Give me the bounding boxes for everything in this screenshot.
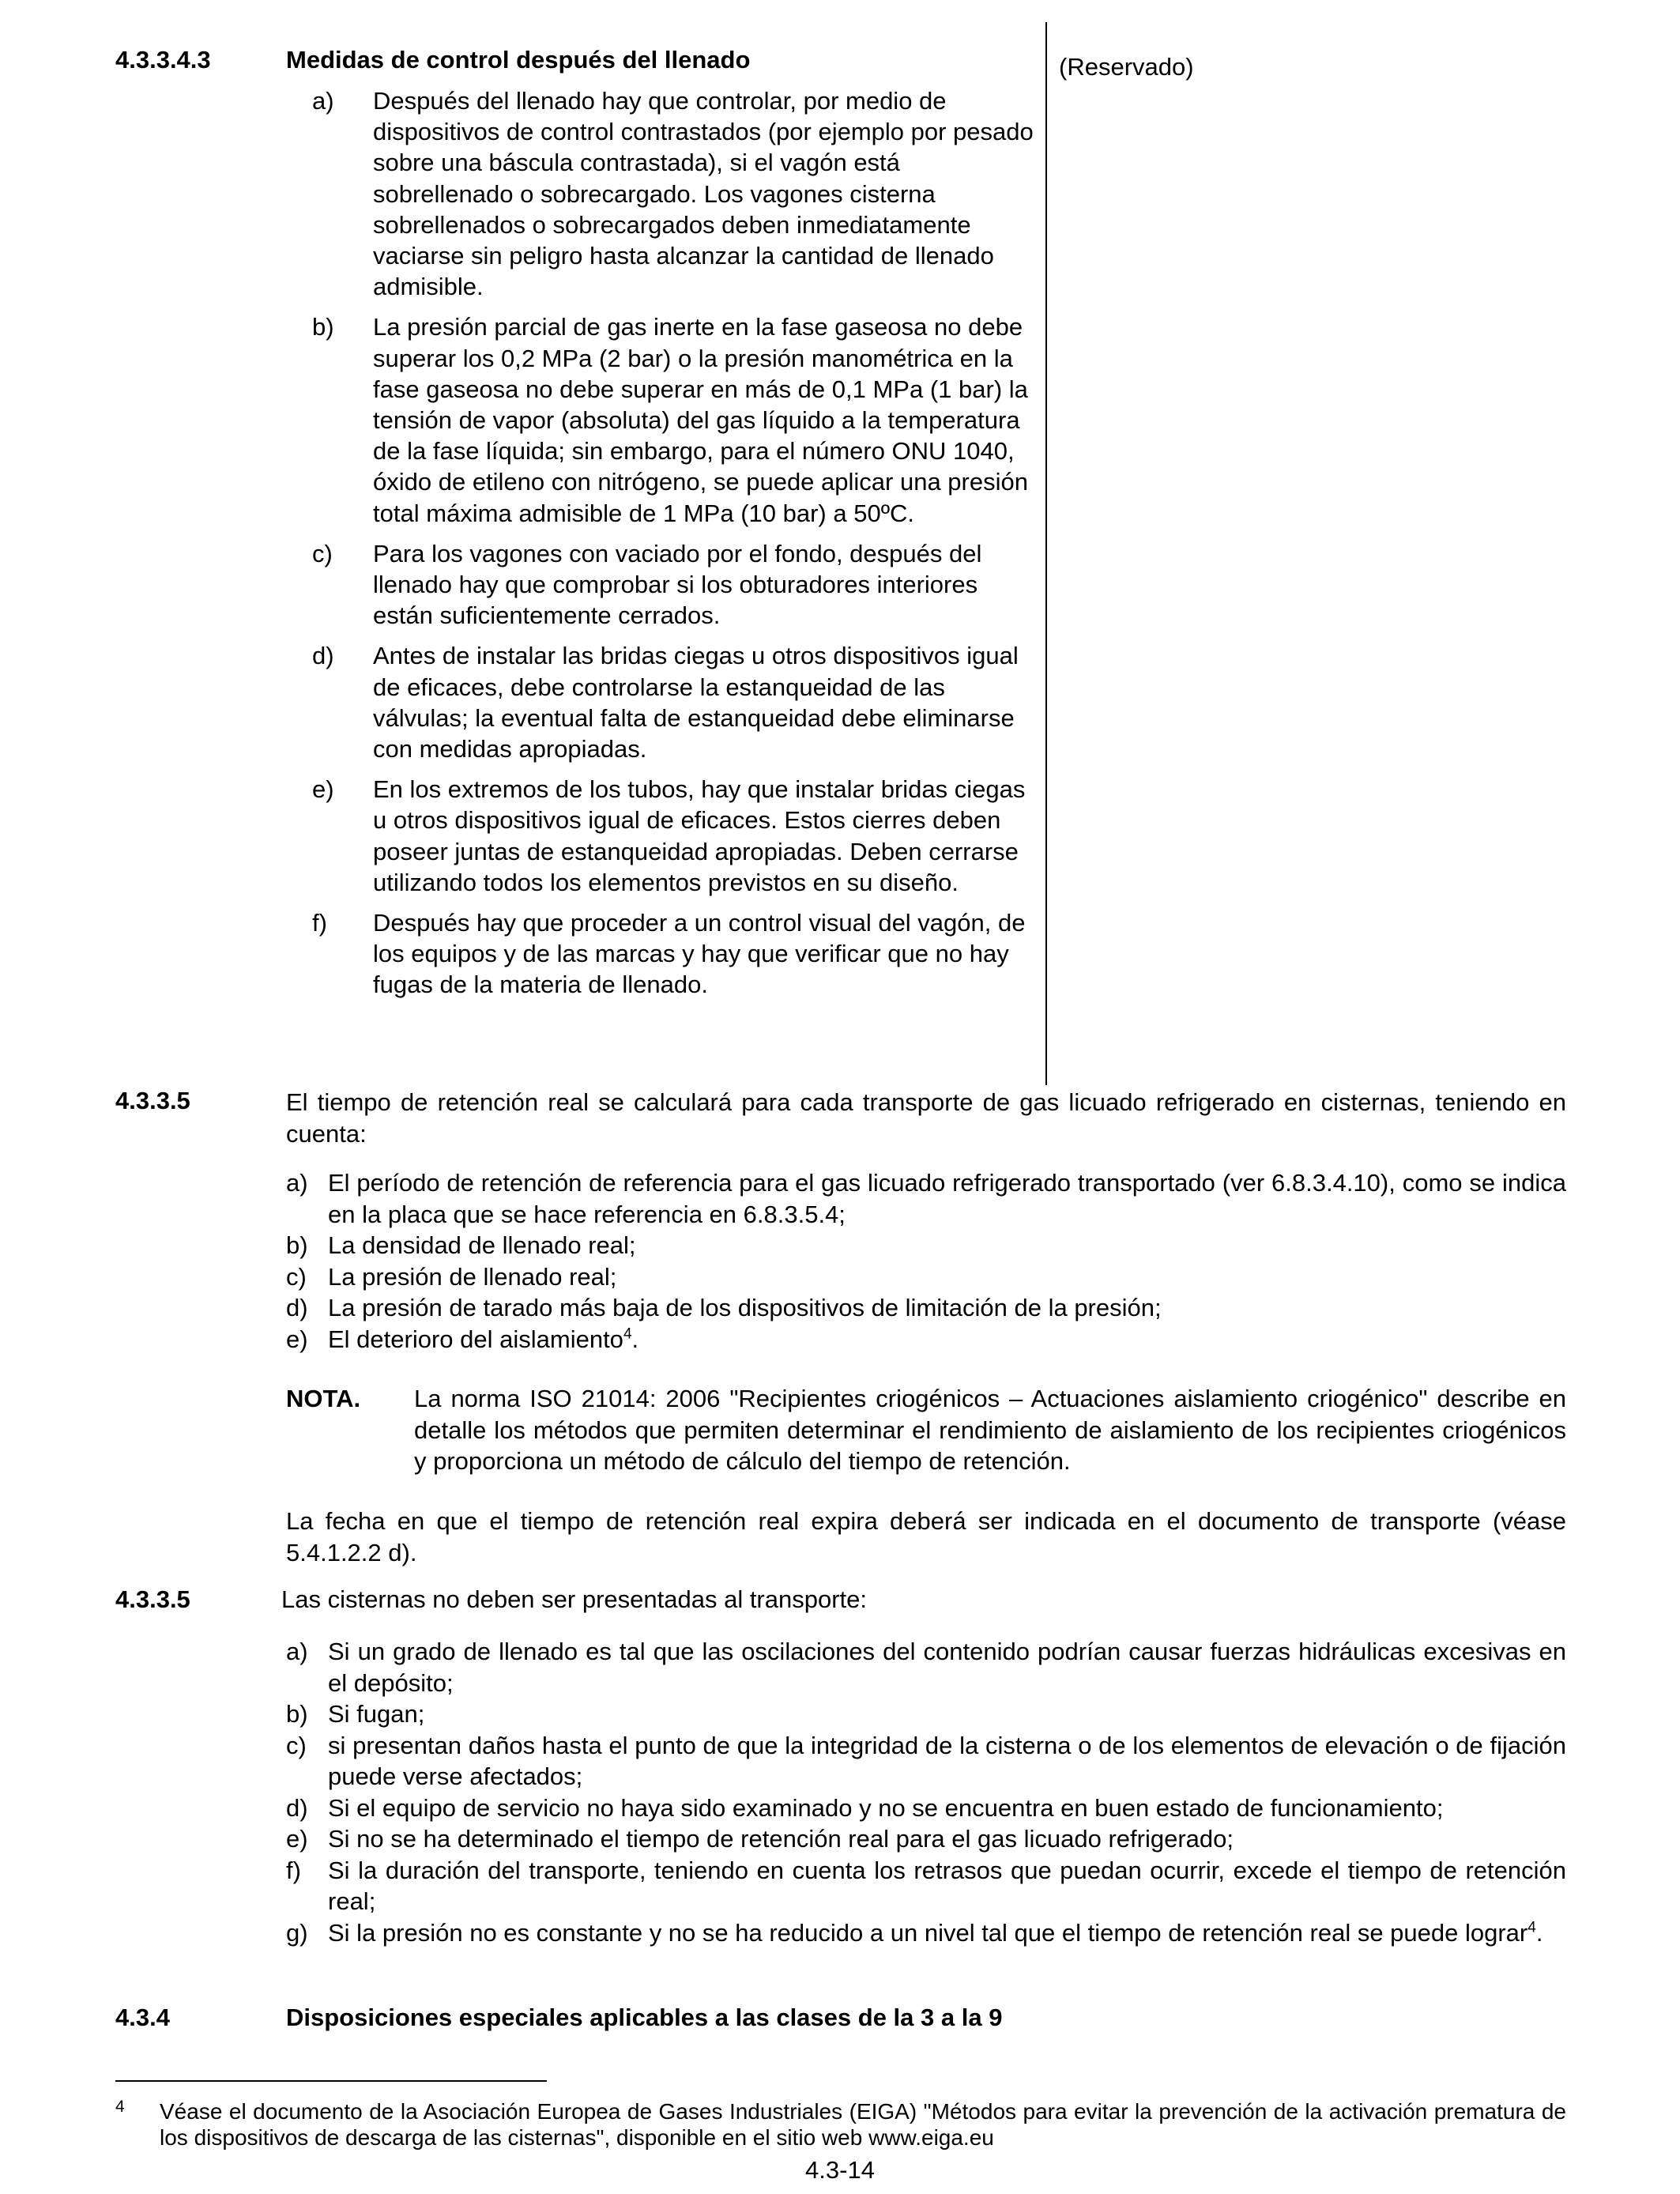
nota-block	[286, 1383, 1566, 1477]
list-item: b) Si fugan;	[286, 1700, 425, 1728]
footnote-ref: 4	[1527, 1919, 1536, 1936]
list-item: c) La presión de llenado real;	[286, 1262, 617, 1291]
footnote-separator	[115, 2080, 547, 2082]
list-item: e) El deterioro del aislamiento$^4$.	[286, 1325, 639, 1353]
section-number-4334-3: 4.3.3.4.3	[115, 46, 211, 74]
list-item: e) En los extremos de los tubos, hay que instalar bridas ciegas u otros dispositivos igual de eficaces. Estos cierres deben poseer juntas de estanqueidad apropiadas. Deben cerrarse utilizando todos los elementos previstos en su diseño.	[312, 775, 1026, 896]
footnote	[115, 2098, 1566, 2151]
closing-paragraph: La fecha en que el tiempo de retención real expira deberá ser indicada en el documento de transporte (véase 5.4.1.2.2 d).	[286, 1507, 1566, 1566]
nota-text: La norma ISO 21014: 2006 "Recipientes criogénicos – Actuaciones aislamiento criogénico" describe en detalle los métodos que permiten determinar el rendimiento de aislamiento de los recipientes criogénicos y proporciona un método de cálculo del tiempo de retención.	[414, 1385, 1566, 1475]
nota-label: NOTA.	[286, 1385, 361, 1412]
section-number-434: 4.3.4	[115, 2004, 170, 2031]
list-item: d) Antes de instalar las bridas ciegas u otros dispositivos igual de eficaces, debe controlarse la estanqueidad de las válvulas; la eventual falta de estanqueidad debe eliminarse con medidas apropiadas.	[312, 642, 1019, 763]
list-4334-3	[312, 85, 1035, 1010]
section-title-434: Disposiciones especiales aplicables a las clases de la 3 a la 9	[286, 2004, 1003, 2031]
list-item: d) La presión de tarado más baja de los dispositivos de limitación de la presión;	[286, 1294, 1162, 1321]
page-number: 4.3-14	[805, 2156, 875, 2184]
list-item: f) Después hay que proceder a un control visual del vagón, de los equipos y de las marcas y hay que verificar que no hay fugas de la materia de llenado.	[312, 909, 1026, 999]
footnote-text: Véase el documento de la Asociación Europea de Gases Industriales (EIGA) "Métodos para evitar la prevención de la activación prematura de los dispositivos de descarga de las cisternas", disponible en el sitio web www.eiga.eu	[160, 2099, 1566, 2150]
footnote-number: 4	[115, 2098, 125, 2116]
section-number-4335-a: 4.3.3.5	[115, 1087, 190, 1114]
list-item: g) Si la presión no es constante y no se ha reducido a un nivel tal que el tiempo de retención real se puede lograr$^4$.	[286, 1918, 1543, 1947]
list-4335-a	[286, 1167, 1566, 1355]
column-divider	[1045, 22, 1047, 1085]
section-title-4334-3: Medidas de control después del llenado	[286, 46, 751, 74]
list-item: b) La densidad de llenado real;	[286, 1231, 636, 1259]
reserved-label: (Reservado)	[1059, 53, 1194, 81]
list-item: b) La presión parcial de gas inerte en la fase gaseosa no debe superar los 0,2 MPa (2 bar) o la presión manométrica en la fase gaseosa no debe superar en más de 0,1 MPa (1 bar) la tensión de vapor (absoluta) del gas líquido a la temperatura de la fase líquida; sin embargo, para el número ONU 1040, óxido de etileno con nitrógeno, se puede aplicar una presión total máxima admisible de 1 MPa (10 bar) a 50ºC.	[312, 313, 1028, 527]
section-intro-4335-b: Las cisternas no deben ser presentadas al transporte:	[281, 1585, 868, 1613]
list-item: d) Si el equipo de servicio no haya sido examinado y no se encuentra en buen estado de funcionamiento;	[286, 1793, 1444, 1822]
section-number-4335-b: 4.3.3.5	[115, 1585, 190, 1613]
list-item: a) Si un grado de llenado es tal que las oscilaciones del contenido podrían causar fuerzas hidráulicas excesivas en el depósito;	[286, 1638, 1566, 1697]
list-item: c) si presentan daños hasta el punto de que la integridad de la cisterna o de los elementos de elevación o de fijación puede verse afectados;	[286, 1731, 1566, 1790]
list-item: a) Después del llenado hay que controlar, por medio de dispositivos de control contrastados (por ejemplo por pesado sobre una báscula contrastada), si el vagón está sobrellenado o sobrecargado. Los vagones cisterna sobrellenados o sobrecargados deben inmediatamente vaciarse sin peligro hasta alcanzar la cantidad de llenado admisible.	[312, 87, 1034, 301]
list-item: f) Si la duración del transporte, teniendo en cuenta los retrasos que puedan ocurrir, excede el tiempo de retención real;	[286, 1856, 1566, 1915]
section-intro-4335-a: El tiempo de retención real se calculará para cada transporte de gas licuado refrigerado en cisternas, teniendo en cuenta:	[286, 1088, 1566, 1148]
list-item: c) Para los vagones con vaciado por el fondo, después del llenado hay que comprobar si los obturadores interiores están suficientemente cerrados.	[312, 539, 982, 630]
list-4335-b	[286, 1636, 1566, 1948]
footnote-ref: 4	[623, 1325, 632, 1343]
list-item: e) Si no se ha determinado el tiempo de retención real para el gas licuado refrigerado;	[286, 1825, 1234, 1853]
list-item: a) El período de retención de referencia para el gas licuado refrigerado transportado (ver 6.8.3.4.10), como se indica en la placa que se hace referencia en 6.8.3.5.4;	[286, 1169, 1566, 1228]
